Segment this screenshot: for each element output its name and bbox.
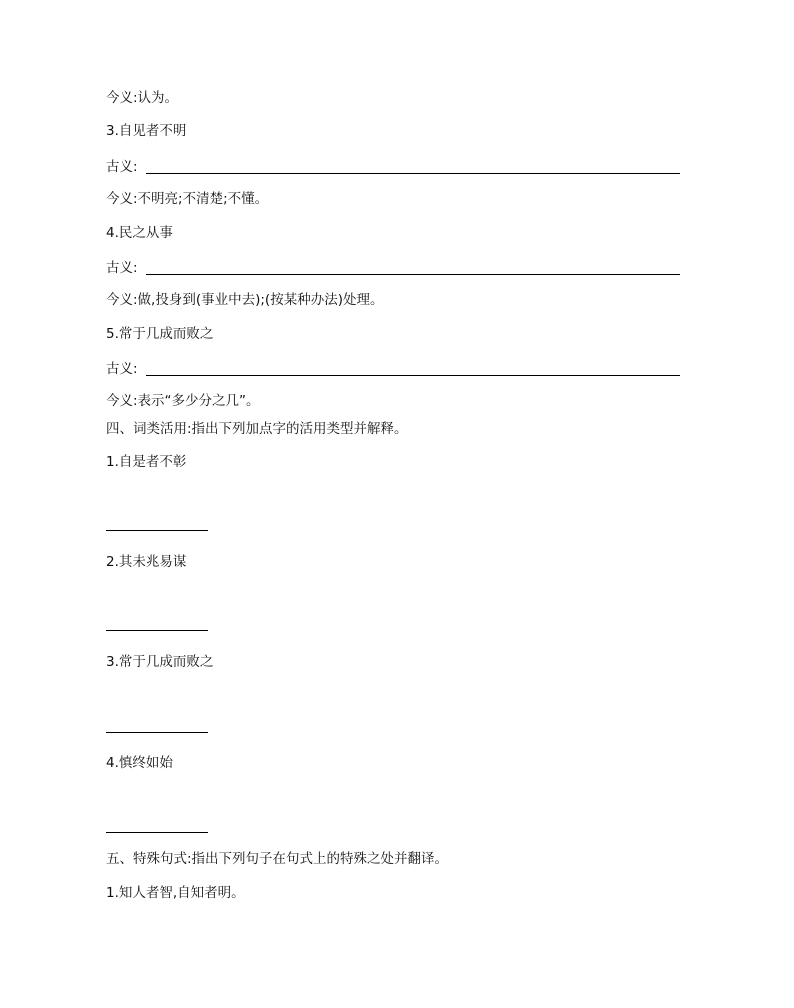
answer-blank[interactable]	[106, 530, 208, 531]
ancient-meaning-blank[interactable]	[146, 173, 680, 174]
modern-meaning-line: 今义:认为。	[106, 90, 179, 106]
ancient-meaning-label: 古义:	[106, 159, 138, 175]
ancient-meaning-blank[interactable]	[146, 375, 680, 376]
item-5-heading: 5.常于几成而败之	[106, 326, 214, 342]
section-5-title: 五、特殊句式:指出下列句子在句式上的特殊之处并翻译。	[106, 851, 449, 867]
item-3-heading: 3.自见者不明	[106, 123, 187, 139]
modern-meaning-line: 今义:表示“多少分之几”。	[106, 393, 260, 409]
question-4: 4.慎终如始	[106, 755, 173, 771]
section-4-title: 四、词类活用:指出下列加点字的活用类型并解释。	[106, 421, 408, 437]
question-1: 1.自是者不彰	[106, 454, 187, 470]
ancient-meaning-label: 古义:	[106, 260, 138, 276]
question-3: 3.常于几成而败之	[106, 654, 214, 670]
ancient-meaning-blank[interactable]	[146, 274, 680, 275]
answer-blank[interactable]	[106, 832, 208, 833]
modern-meaning-line: 今义:不明亮;不清楚;不懂。	[106, 191, 269, 207]
ancient-meaning-label: 古义:	[106, 361, 138, 377]
answer-blank[interactable]	[106, 630, 208, 631]
question-2: 2.其未兆易谋	[106, 554, 187, 570]
modern-meaning-line: 今义:做,投身到(事业中去);(按某种办法)处理。	[106, 292, 384, 308]
sentence-1: 1.知人者智,自知者明。	[106, 885, 245, 901]
item-4-heading: 4.民之从事	[106, 225, 173, 241]
answer-blank[interactable]	[106, 732, 208, 733]
